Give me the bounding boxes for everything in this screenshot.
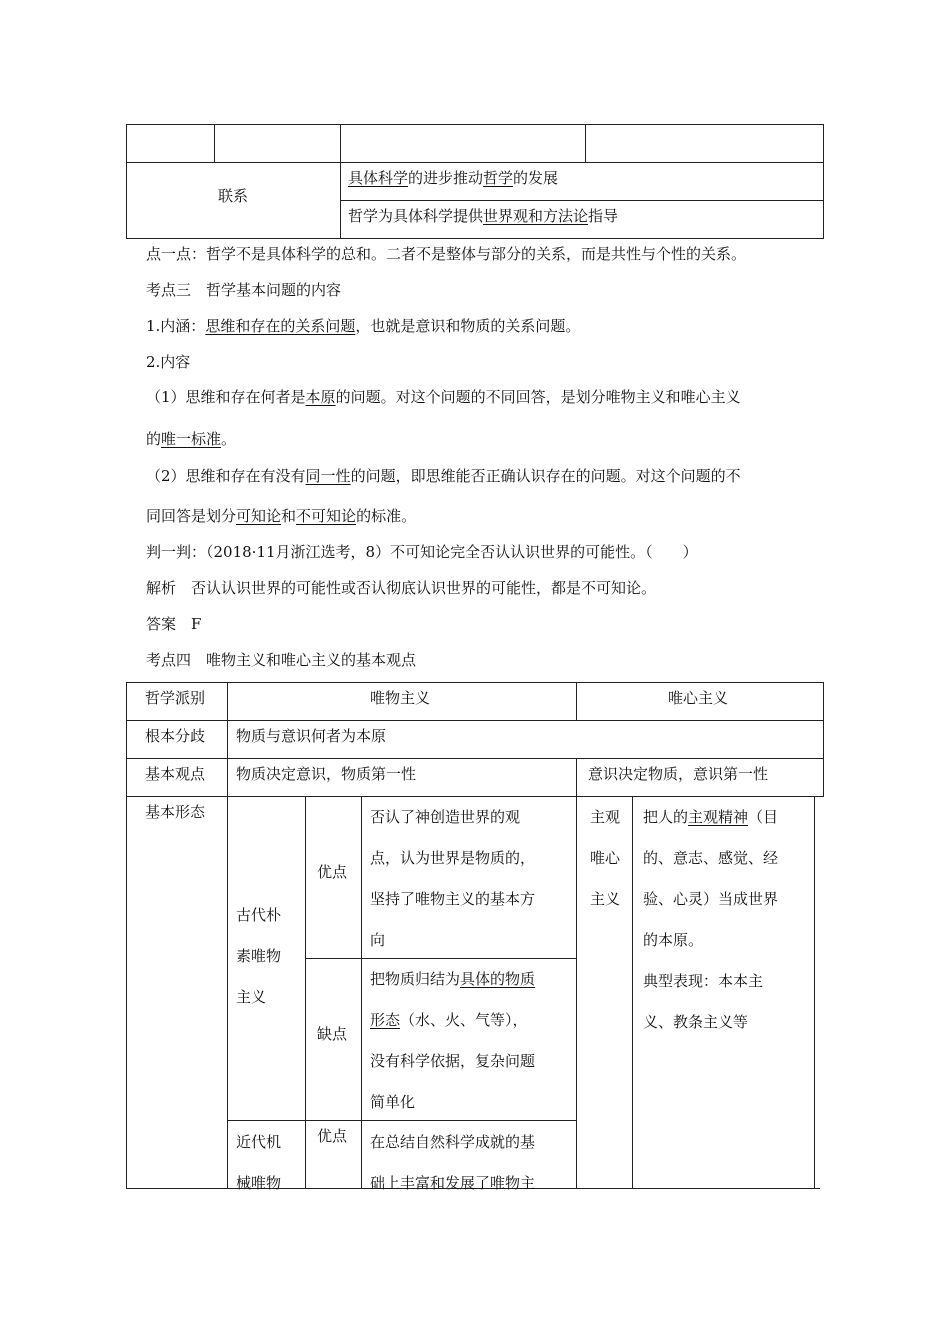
section-3-title: 考点三 哲学基本问题的内容 [146,281,342,299]
relation-row-1: 具体科学的进步推动哲学的发展 [348,169,559,187]
fundamental-label: 根本分歧 [145,727,206,745]
modern-materialism-name: 近代机 械唯物 [236,1133,282,1192]
sub-item-2-line-2: 同回答是划分可知论和不可知论的标准。 [146,507,417,525]
modern-merit-label: 优点 [317,1127,348,1145]
answer: 答案 F [146,615,202,633]
relation-label: 联系 [218,187,249,205]
sub-item-2-line-1: （2）思维和存在有没有同一性的问题，即思维能否正确认识存在的问题。对这个问题的不 [146,467,741,485]
sub-item-1-line-1: （1）思维和存在何者是本原的问题。对这个问题的不同回答，是划分唯物主义和唯心主义 [146,388,741,406]
basic-view-materialism: 物质决定意识，物质第一性 [236,765,417,783]
basic-view-idealism: 意识决定物质，意识第一性 [588,765,769,783]
header-idealism: 唯心主义 [668,689,729,707]
section-4-title: 考点四 唯物主义和唯心主义的基本观点 [146,651,417,669]
item-2: 2.内容 [146,353,191,371]
note-paragraph: 点一点：哲学不是具体科学的总和。二者不是整体与部分的关系，而是共性与个性的关系。 [146,245,747,263]
fundamental-value: 物质与意识何者为本原 [236,727,387,745]
analysis: 解析 否认认识世界的可能性或否认彻底认识世界的可能性，都是不可知论。 [146,579,657,597]
judge-question: 判一判：（2018·11月浙江选考，8）不可知论完全否认认识世界的可能性。（ ） [146,543,698,561]
subjective-idealism-name: 主观 唯心 主义 [590,808,621,908]
header-school: 哲学派别 [145,689,206,707]
ancient-flaw-text: 把物质归结为具体的物质 形态（水、火、气等）， 没有科学依据，复杂问题 简单化 [370,970,536,1111]
ancient-flaw-label: 缺点 [317,1025,348,1043]
ancient-merit-text: 否认了神创造世界的观 点，认为世界是物质的， 坚持了唯物主义的基本方 向 [370,808,536,949]
basic-view-label: 基本观点 [145,765,206,783]
relation-row-2: 哲学为具体科学提供世界观和方法论指导 [348,207,619,225]
header-materialism: 唯物主义 [370,689,431,707]
subjective-idealism-text: 把人的主观精神（目 的、意志、感觉、经 验、心灵）当成世界 的本原。 典型表现：本本主 义、教条主义等 [643,808,779,1031]
ancient-materialism-name: 古代朴 素唯物 主义 [236,906,282,1006]
basic-form-label: 基本形态 [145,803,206,821]
item-1: 1.内涵：思维和存在的关系问题，也就是意识和物质的关系问题。 [146,317,581,335]
sub-item-1-line-2: 的唯一标准。 [146,430,237,448]
ancient-merit-label: 优点 [317,863,348,881]
modern-merit-text: 在总结自然科学成就的基 础上丰富和发展了唯物主 [370,1133,536,1192]
